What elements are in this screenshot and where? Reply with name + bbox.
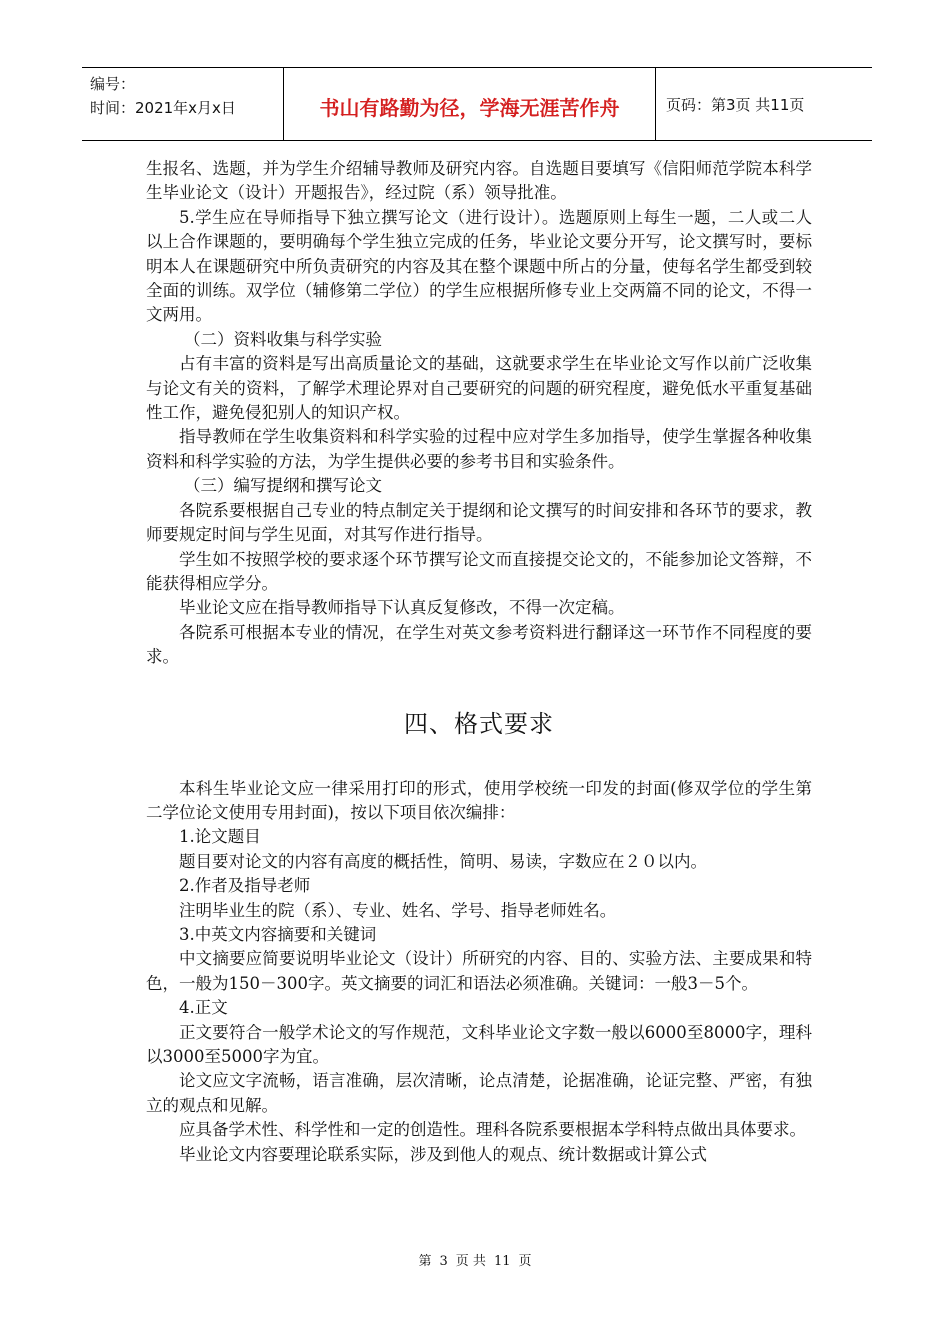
list-heading: 1.论文题目 (179, 827, 261, 847)
footer-page-number: 3 (439, 1254, 448, 1269)
paragraph: 注明毕业生的院（系）、专业、姓名、学号、指导老师姓名。 (179, 900, 617, 920)
document-time: 时间：2021年x月x日 (90, 99, 236, 117)
paragraph: 毕业论文内容要理论联系实际，涉及到他人的观点、统计数据或计算公式 (179, 1144, 707, 1164)
paragraph: 指导教师在学生收集资料和科学实验的过程中应对学生多加指导，使学生掌握各种收集资料和科学实验的方法，为学生提供必要的参考书目和实验条件。 (146, 427, 812, 471)
section-title: 四、格式要求 (404, 709, 554, 738)
document-body (146, 157, 812, 1167)
list-heading: 2.作者及指导老师 (179, 876, 311, 896)
paragraph: 应具备学术性、科学性和一定的创造性。理科各院系要根据本学科特点做出具体要求。 (179, 1120, 806, 1140)
paragraph: 正文要符合一般学术论文的写作规范，文科毕业论文字数一般以6000至8000字，理科以3000至5000字为宜。 (146, 1022, 812, 1066)
footer-suffix: 页 (518, 1254, 532, 1269)
header-meta (82, 68, 284, 140)
paragraph: 本科生毕业论文应一律采用打印的形式，使用学校统一印发的封面(修双学位的学生第二学位论文使用专用封面)，按以下项目依次编排： (146, 778, 812, 822)
header-motto: 书山有路勤为径，学海无涯苦作舟 (284, 68, 656, 140)
paragraph: 题目要对论文的内容有高度的概括性，简明、易读，字数应在２０以内。 (179, 851, 707, 871)
footer-middle: 页 共 (455, 1254, 486, 1269)
subheading: （二）资料收集与科学实验 (183, 329, 382, 349)
paragraph: 毕业论文应在指导教师指导下认真反复修改，不得一次定稿。 (179, 598, 625, 618)
footer-prefix: 第 (418, 1254, 432, 1269)
paragraph: 中文摘要应简要说明毕业论文（设计）所研究的内容、目的、实验方法、主要成果和特色，一般为150－300字。英文摘要的词汇和语法必须准确。关键词：一般3－5个。 (146, 949, 812, 993)
paragraph: 生报名、选题，并为学生介绍辅导教师及研究内容。自选题目要填写《信阳师范学院本科学生毕业论文（设计）开题报告》，经过院（系）领导批准。 (146, 159, 812, 203)
subheading: （三）编写提纲和撰写论文 (183, 476, 382, 496)
page-footer (0, 1250, 950, 1269)
footer-total-pages: 11 (493, 1254, 511, 1269)
list-heading: 4.正文 (179, 998, 228, 1018)
list-heading: 3.中英文内容摘要和关键词 (179, 924, 377, 944)
page-header (82, 67, 872, 141)
paragraph: 论文应文字流畅，语言准确，层次清晰，论点清楚，论据准确，论证完整、严密，有独立的观点和见解。 (146, 1071, 812, 1115)
document-number: 编号： (90, 75, 136, 93)
header-page-info: 页码：第3页 共11页 (666, 95, 805, 114)
paragraph: 学生如不按照学校的要求逐个环节撰写论文而直接提交论文的，不能参加论文答辩，不能获得相应学分。 (146, 549, 812, 593)
paragraph: 5.学生应在导师指导下独立撰写论文（进行设计）。选题原则上每生一题，二人或二人以上合作课题的，要明确每个学生独立完成的任务，毕业论文要分开写，论文撰写时，要标明本人在课题研究中所负责研究的内容及其在整个课题中所占的分量，使每名学生都受到较全面的训练。双学位（辅修第二学位）的学生应根据所修专业上交两篇不同的论文，不得一文两用。 (146, 207, 812, 325)
paragraph: 各院系可根据本专业的情况，在学生对英文参考资料进行翻译这一环节作不同程度的要求。 (146, 622, 812, 667)
paragraph: 占有丰富的资料是写出高质量论文的基础，这就要求学生在毕业论文写作以前广泛收集与论文有关的资料，了解学术理论界对自己要研究的问题的研究程度，避免低水平重复基础性工作，避免侵犯别人的知识产权。 (146, 354, 812, 423)
paragraph: 各院系要根据自己专业的特点制定关于提纲和论文撰写的时间安排和各环节的要求，教师要规定时间与学生见面，对其写作进行指导。 (146, 500, 812, 545)
